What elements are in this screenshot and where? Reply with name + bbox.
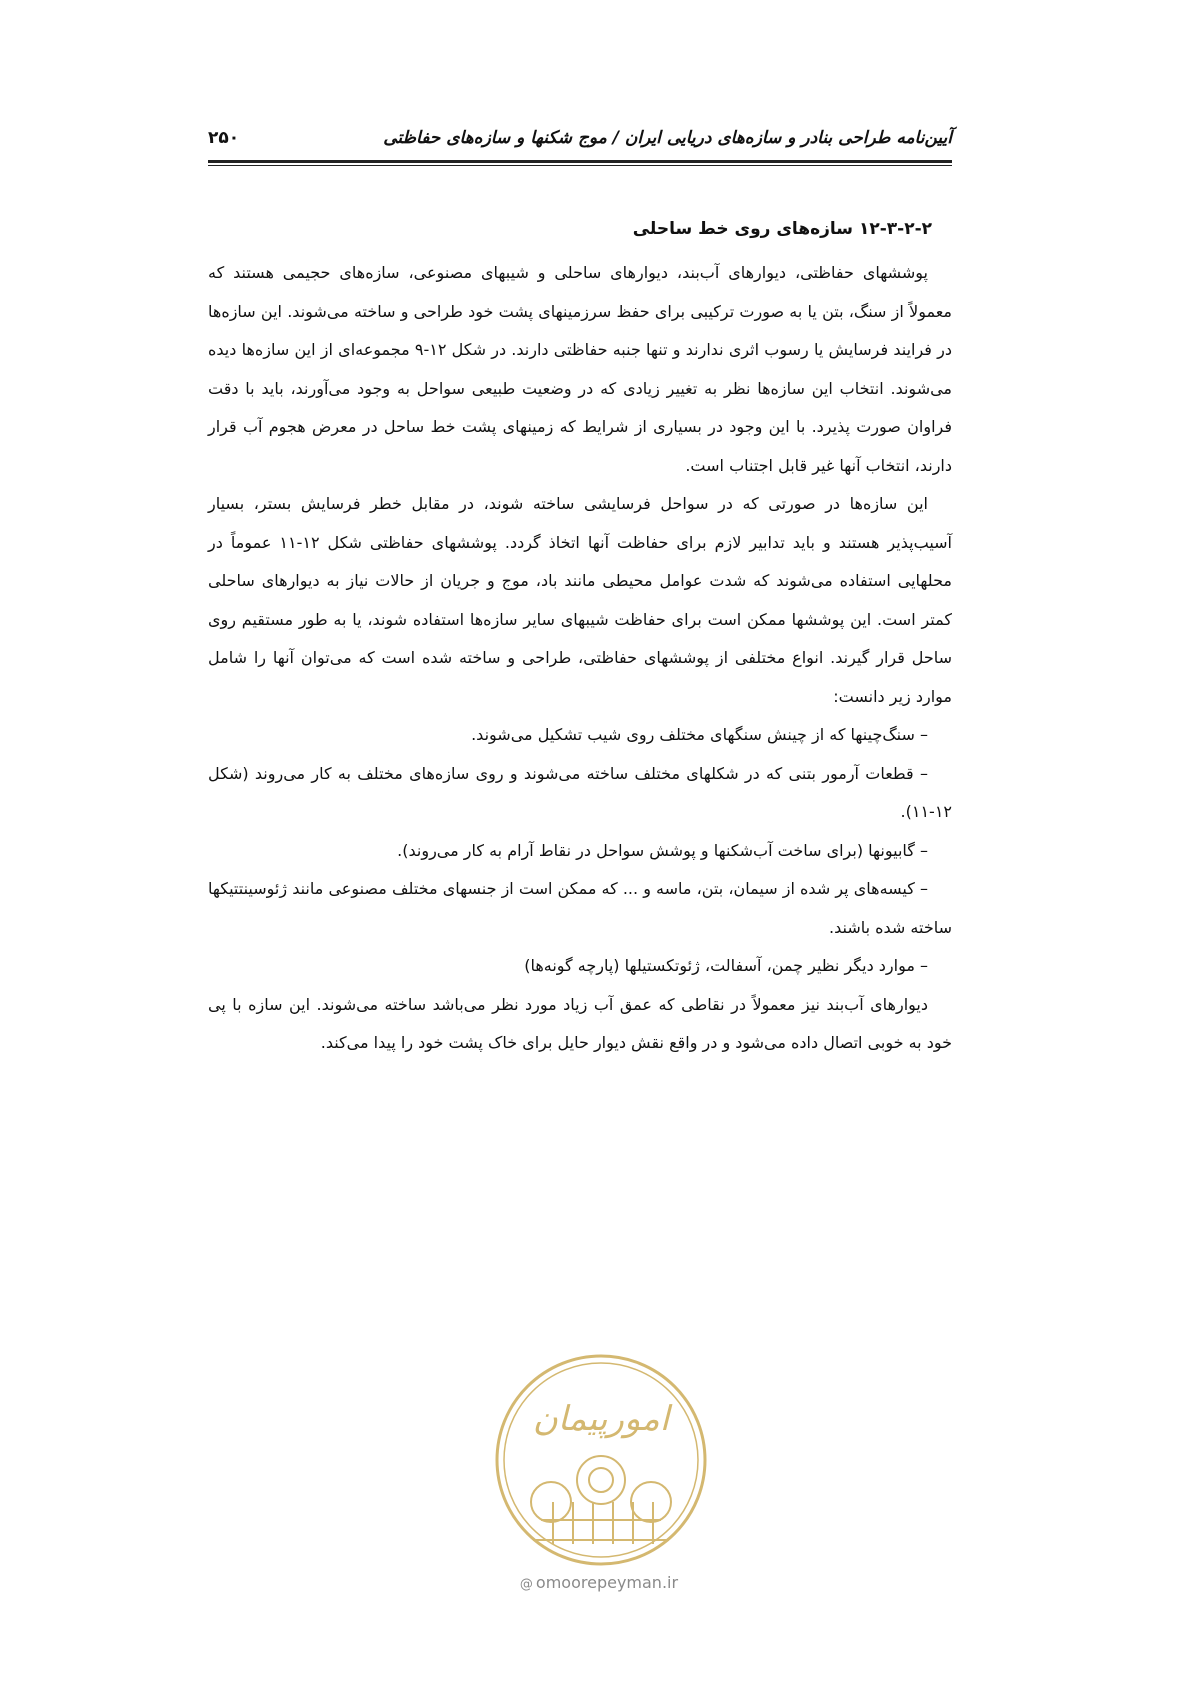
paragraph-intro: پوششهای حفاظتی، دیوارهای آب‌بند، دیوارهای ساحلی و شیبهای مصنوعی، سازه‌های حجیمی هستند که معمولاً از سنگ، بتن یا به صورت ترکیبی برای حفظ سرزمینهای پشت خود طراحی و ساخته می‌شوند. این سازه‌ها در فرایند فرسایش یا رسوب اثری ندارند و تنها جنبه حفاظتی دارند. در شکل ۱۲-۹ مجموعه‌ای از این سازه‌ها دیده می‌شوند. انتخاب این سازه‌ها نظر به تغییر زیادی که در وضعیت طبیعی سواحل به وجود می‌آورند، باید با دقت فراوان صورت پذیرد. با این وجود در بسیاری از شرایط که زمینهای پشت خط ساحل در معرض هجوم آب قرار دارند، انتخاب آنها غیر قابل اجتناب است. [208, 263, 953, 475]
page-header [208, 126, 952, 156]
section-heading: ۱۲-۳-۲-۲ سازه‌های روی خط ساحلی [632, 219, 932, 239]
watermark-url-text: omoorepeyman.ir [535, 1573, 679, 1592]
running-title: آیین‌نامه طراحی بنادر و سازه‌های دریایی ایران / موج شکنها و سازه‌های حفاظتی [383, 128, 952, 148]
page-body [208, 212, 952, 1063]
page-number: ۲۵۰ [208, 128, 240, 148]
list-item-riprap: – سنگ‌چینها که از چینش سنگهای مختلف روی شیب تشکیل می‌شوند. [471, 725, 928, 744]
header-rule-thin [208, 165, 952, 166]
list-item-other: – موارد دیگر نظیر چمن، آسفالت، ژئوتکستیلها (پارچه گونه‌ها) [524, 956, 928, 975]
header-rule [208, 160, 952, 163]
list-item-armor-units: – قطعات آرمور بتنی که در شکلهای مختلف ساخته می‌شوند و روی سازه‌های مختلف به کار می‌روند (شکل ۱۲-۱۱). [208, 763, 952, 821]
list-item-gabions: – گابیونها (برای ساخت آب‌شکنها و پوشش سواحل در نقاط آرام به کار می‌روند). [397, 840, 928, 860]
list-item-bags: – کیسه‌های پر شده از سیمان، بتن، ماسه و ... که ممکن است از جنسهای مختلف مصنوعی مانند ژئوسینتتیکها ساخته شده باشند. [208, 879, 952, 937]
paragraph-seawalls: دیوارهای آب‌بند نیز معمولاً در نقاطی که عمق آب زیاد مورد نظر می‌باشد ساخته می‌شوند. این سازه با پی خود به خوبی اتصال داده می‌شود و در واقع نقش دیوار حایل برای خاک پشت خود را پیدا می‌کند. [208, 994, 952, 1052]
at-icon: @ [519, 1577, 533, 1592]
paragraph-erosion: این سازه‌ها در صورتی که در سواحل فرسایشی ساخته شوند، در مقابل خطر فرسایش بستر، بسیار آسیب‌پذیر هستند و باید تدابیر لازم برای حفاظت آنها اتخاذ گردد. پوششهای حفاظتی شکل ۱۲-۱۱ عموماً در محلهایی استفاده می‌شوند که شدت عوامل محیطی مانند باد، موج و جریان از حالات نیاز به دیوارهای ساحلی کمتر است. این پوششها ممکن است برای حفاظت شیبهای سایر سازه‌ها استفاده شوند، یا به طور مستقیم روی ساحل قرار گیرند. انواع مختلفی از پوششهای حفاظتی، طراحی و ساخته شده است که می‌توان آنها را شامل موارد زیر دانست: [208, 494, 952, 706]
watermark-logo [493, 1352, 709, 1568]
logo-calligraphy: امورپیمان [532, 1399, 670, 1439]
watermark-url [486, 1573, 712, 1592]
